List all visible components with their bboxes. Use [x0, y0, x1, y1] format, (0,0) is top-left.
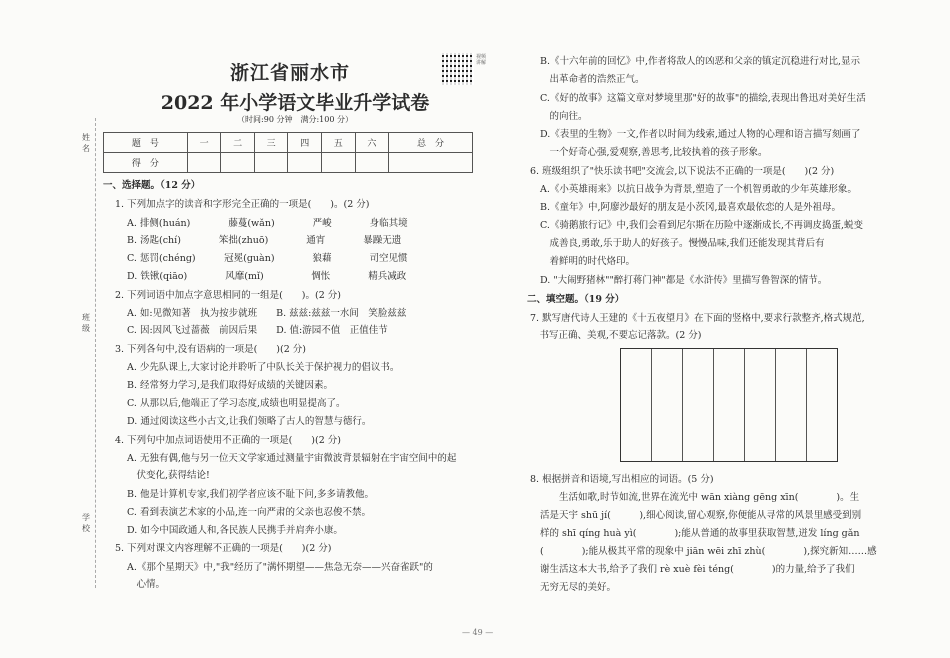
option-line: 心情。	[127, 579, 166, 590]
score-cell: 得 分	[104, 153, 188, 173]
option-line: C. 看到表演艺术家的小品,连一向严肃的父亲也忍俊不禁。	[127, 507, 371, 518]
score-cell: 一	[187, 133, 221, 153]
binding-line	[95, 118, 96, 588]
score-input-cell[interactable]	[187, 153, 221, 173]
option-line: B.《十六年前的回忆》中,作者将敌人的凶恶和父亲的镇定沉稳进行对比,显示	[540, 56, 861, 67]
question-line: 3. 下列各句中,没有语病的一项是( )(2 分)	[115, 344, 306, 355]
option-line: A.《小英雄雨来》以抗日战争为背景,塑造了一个机智勇敢的少年英雄形象。	[540, 184, 857, 195]
score-cell: 四	[288, 133, 322, 153]
qr-label: 视频讲解	[476, 54, 487, 66]
option-line: B. 经常努力学习,是我们取得好成绩的关键因素。	[127, 380, 334, 391]
option-line: 伏变化,获得结论!	[127, 470, 210, 481]
question-line: 8. 根据拼音和语境,写出相应的词语。(5 分)	[530, 474, 714, 485]
score-cell: 题 号	[104, 133, 188, 153]
option-line: B.《童年》中,阿廖沙最好的朋友是小茨冈,最喜欢最依恋的人是外祖母。	[540, 202, 842, 213]
score-cell: 三	[254, 133, 288, 153]
question-line: 2. 下列词语中加点字意思相同的一组是( )。(2 分)	[115, 290, 341, 301]
side-label-class: 班级	[82, 313, 90, 333]
exam-title: 2022 年小学语文毕业升学试卷	[160, 92, 430, 114]
exam-time-info: （时间:90 分钟 满分:100 分）	[237, 115, 353, 124]
question-line: 1. 下列加点字的读音和字形完全正确的一项是( )。(2 分)	[115, 199, 370, 210]
grid-column[interactable]	[776, 349, 807, 461]
passage-line: 谢生活这本大书,给予了我们 rè xuè fèi téng( )的力量,给予了我们	[540, 564, 855, 575]
exam-region-title: 浙江省丽水市	[229, 62, 350, 84]
option-line: C.《骑鹅旅行记》中,我们会看到尼尔斯在历险中逐渐成长,不再调皮捣蛋,蜕变	[540, 220, 864, 231]
option-line: A. 如:见微知著 执为按步就班 B. 兹兹:兹兹一水间 笑脸兹兹	[127, 308, 407, 319]
qr-code-icon	[442, 53, 474, 85]
option-line: 出革命者的浩然正气。	[540, 74, 645, 85]
question-line: 5. 下列对课文内容理解不正确的一项是( )(2 分)	[115, 543, 332, 554]
option-line: D. 如今中国政通人和,各民族人民携手并肩奔小康。	[127, 525, 343, 536]
side-label-name: 姓名	[82, 133, 90, 153]
option-line: 的向往。	[540, 111, 588, 122]
option-line: A. 少先队课上,大家讨论并聆听了中队长关于保护视力的倡议书。	[127, 362, 400, 373]
question-line: 4. 下列句中加点词语使用不正确的一项是( )(2 分)	[115, 435, 341, 446]
question-line: 7. 默写唐代诗人王建的《十五夜望月》在下面的竖格中,要求行款整齐,格式规范,	[530, 313, 865, 324]
score-cell: 五	[322, 133, 356, 153]
poem-writing-grid[interactable]	[620, 348, 838, 462]
score-input-cell[interactable]	[288, 153, 322, 173]
option-line: D. "大闹野猪林""醉打蒋门神"都是《水浒传》里描写鲁智深的情节。	[540, 275, 828, 286]
grid-column[interactable]	[714, 349, 745, 461]
option-line: D. 铁锹(qiāo) 风靡(mǐ) 惆怅 精兵减政	[127, 271, 407, 282]
page-number: — 49 —	[462, 628, 494, 637]
option-line: 一个好奇心强,爱观察,善思考,比较执着的孩子形象。	[540, 147, 768, 158]
passage-line: 无穷无尽的美好。	[540, 582, 617, 593]
option-line: C. 惩罚(chéng) 冠冕(guàn) 狼藉 司空见惯	[127, 253, 408, 264]
option-line: A. 无独有偶,他与另一位天文学家通过测量宇宙微波背景辐射在宇宙空间中的起	[127, 453, 457, 464]
score-input-cell[interactable]	[254, 153, 288, 173]
score-cell: 二	[221, 133, 255, 153]
side-label-school: 学校	[82, 513, 90, 533]
option-line: 着鲜明的时代烙印。	[540, 256, 636, 267]
score-input-cell[interactable]	[355, 153, 389, 173]
option-line: C.《好的故事》这篇文章对梦境里那"好的故事"的描绘,表现出鲁迅对美好生活	[540, 93, 866, 104]
grid-column[interactable]	[652, 349, 683, 461]
passage-line: 活是天宇 shū jí( ),细心阅读,留心观察,你便能从寻常的风景里感受到别	[540, 510, 862, 521]
passage-line: 生活如歌,时节如流,世界在流光中 wān xiàng gēng xīn( )。生	[540, 492, 860, 503]
passage-line: ( );能从极其平常的现象中 jiān wēi zhī zhù( ),探究新知……感	[540, 546, 877, 557]
score-cell: 总 分	[389, 133, 473, 153]
option-line: B. 汤匙(chí) 笨拙(zhuō) 通宵 暴躁无遗	[127, 235, 402, 246]
score-input-cell[interactable]	[389, 153, 473, 173]
section-heading: 一、选择题。（12 分）	[103, 180, 201, 191]
option-line: C. 从那以后,他端正了学习态度,成绩也明显提高了。	[127, 398, 346, 409]
score-table-score-row	[104, 153, 473, 173]
grid-column[interactable]	[683, 349, 714, 461]
grid-column[interactable]	[807, 349, 837, 461]
score-cell: 六	[355, 133, 389, 153]
grid-column[interactable]	[621, 349, 652, 461]
option-line: D. 通过阅读这些小古文,让我们领略了古人的智慧与德行。	[127, 416, 372, 427]
option-line: 成善良,勇敢,乐于助人的好孩子。慢慢品味,我们还能发现其背后有	[540, 238, 825, 249]
option-line: C. 因:因风飞过蔷薇 前因后果 D. 值:游园不值 正值佳节	[127, 325, 388, 336]
question-line: 书写正确、美观,不要忘记落款。(2 分)	[530, 330, 702, 341]
option-line: B. 他是计算机专家,我们初学者应该不耻下问,多多请教他。	[127, 489, 375, 500]
score-table-header-row	[104, 133, 473, 153]
score-input-cell[interactable]	[221, 153, 255, 173]
option-line: A. 排侧(huán) 藤蔓(wǎn) 严峻 身临其境	[127, 218, 408, 229]
section-heading: 二、填空题。（19 分）	[527, 294, 625, 305]
option-line: A.《那个星期天》中,"我"经历了"满怀期望——焦急无奈——兴奋雀跃"的	[127, 562, 433, 573]
option-line: D.《表里的生物》一文,作者以时间为线索,通过人物的心理和语言描写刻画了	[540, 129, 861, 140]
grid-column[interactable]	[745, 349, 776, 461]
score-table	[103, 132, 473, 173]
score-input-cell[interactable]	[322, 153, 356, 173]
question-line: 6. 班级组织了"快乐读书吧"交流会,以下说法不正确的一项是( )(2 分)	[530, 166, 835, 177]
passage-line: 样的 shī qíng huà yì( );能从普通的故事里获取智慧,迸发 líng gǎn	[540, 528, 860, 539]
